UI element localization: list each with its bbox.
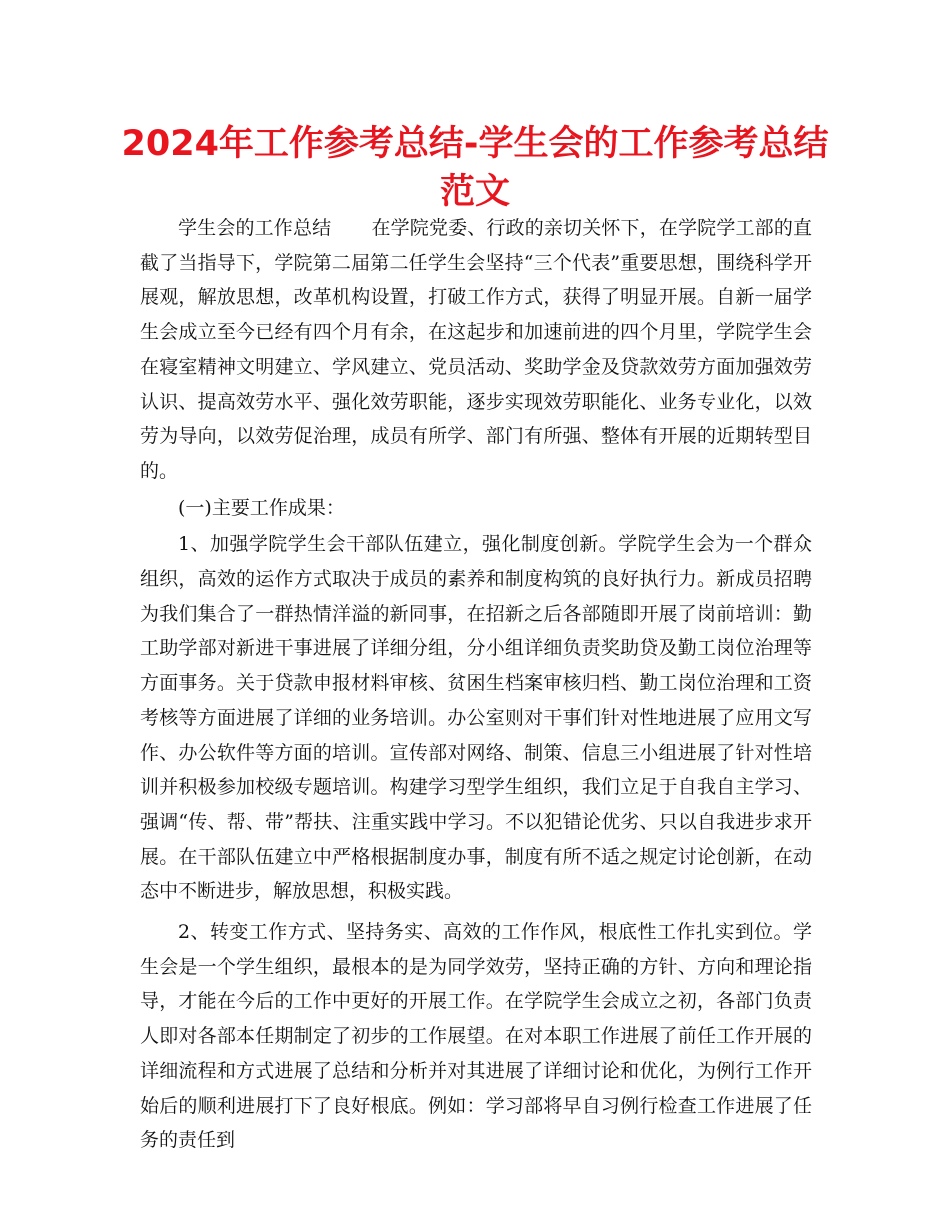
paragraph-item-1: 1、加强学院学生会干部队伍建立，强化制度创新。学院学生会为一个群众组织，高效的运作方式取决于成员的素养和制度构筑的良好执行力。新成员招聘为我们集合了一群热情洋溢的新同事，在招新之后各部随即开展了岗前培训：勤工助学部对新进干事进展了详细分组，分小组详细负责奖助贷及勤工岗位治理等方面事务。关于贷款申报材料审核、贫困生档案审核归档、勤工岗位治理和工资考核等方面进展了详细的业务培训。办公室则对干事们针对性地进展了应用文写作、办公软件等方面的培训。宣传部对网络、制策、信息三小组进展了针对性培训并积极参加校级专题培训。构建学习型学生组织，我们立足于自我自主学习、强调“传、帮、带”帮扶、注重实践中学习。不以犯错论优劣、只以自我进步求开展。在干部队伍建立中严格根据制度办事，制度有所不适之规定讨论创新，在动态中不断进步，解放思想，积极实践。	[140, 533, 812, 903]
intro-label: 学生会的工作总结	[178, 217, 332, 239]
paragraph-text: 在学院党委、行政的亲切关怀下，在学院学工部的直截了当指导下，学院第二届第二任学生会坚持“三个代表”重要思想，围绕科学开展观，解放思想，改革机构设置，打破工作方式，获得了明显开展。自新一届学生会成立至今已经有四个月有余，在这起步和加速前进的四个月里，学院学生会在寝室精神文明建立、学风建立、党员活动、奖助学金及贷款效劳方面加强效劳认识、提高效劳水平、强化效劳职能，逐步实现效劳职能化、业务专业化，以效劳为导向，以效劳促治理，成员有所学、部门有所强、整体有开展的近期转型目的。	[140, 217, 812, 482]
section-heading: (一)主要工作成果：	[178, 496, 345, 519]
paragraph-item-2: 2、转变工作方式、坚持务实、高效的工作作风，根底性工作扎实到位。学生会是一个学生组织，最根本的是为同学效劳，坚持正确的方针、方向和理论指导，才能在今后的工作中更好的开展工作。在学院学生会成立之初，各部门负责人即对各部本任期制定了初步的工作展望。在对本职工作进展了前任工作开展的详细流程和方式进展了总结和分析并对其进展了详细讨论和优化，为例行工作开始后的顺利进展打下了良好根底。例如：学习部将早自习例行检查工作进展了任务的责任到	[140, 921, 812, 1152]
document-body	[140, 211, 812, 1158]
document-title: 2024年工作参考总结-学生会的工作参考总结范文	[121, 124, 829, 212]
paragraph-intro	[140, 211, 812, 489]
